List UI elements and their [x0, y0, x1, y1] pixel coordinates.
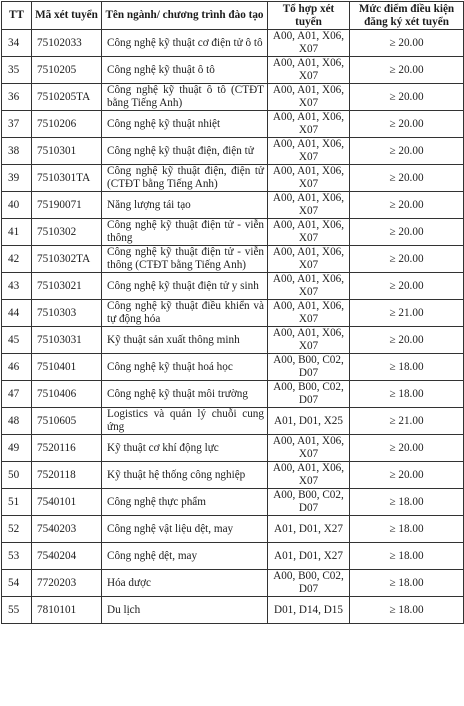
table-row — [2, 192, 464, 219]
cell-program-name: Công nghệ kỹ thuật nhiệt — [102, 111, 268, 138]
cell-score: ≥ 18.00 — [350, 381, 464, 408]
cell-score: ≥ 20.00 — [350, 30, 464, 57]
cell-program-name: Du lịch — [102, 597, 268, 624]
cell-tt: 44 — [2, 300, 32, 327]
table-row — [2, 165, 464, 192]
header-code: Mã xét tuyển — [32, 2, 102, 30]
header-tt: TT — [2, 2, 32, 30]
table-row — [2, 462, 464, 489]
cell-code: 7540101 — [32, 489, 102, 516]
cell-code: 7510205TA — [32, 84, 102, 111]
cell-tt: 46 — [2, 354, 32, 381]
cell-combination: A00, B00, C02, D07 — [268, 381, 350, 408]
table-row — [2, 84, 464, 111]
table-row — [2, 543, 464, 570]
cell-score: ≥ 20.00 — [350, 138, 464, 165]
cell-code: 7510302 — [32, 219, 102, 246]
cell-program-name: Công nghệ kỹ thuật điện tử y sinh — [102, 273, 268, 300]
table-row — [2, 300, 464, 327]
cell-combination: A00, B00, C02, D07 — [268, 570, 350, 597]
cell-combination: A00, B00, C02, D07 — [268, 489, 350, 516]
cell-combination: A00, A01, X06, X07 — [268, 84, 350, 111]
cell-combination: A01, D01, X27 — [268, 516, 350, 543]
table-body — [2, 30, 464, 624]
cell-combination: A00, A01, X06, X07 — [268, 246, 350, 273]
table-row — [2, 597, 464, 624]
cell-combination: A00, A01, X06, X07 — [268, 111, 350, 138]
cell-code: 7520116 — [32, 435, 102, 462]
cell-tt: 53 — [2, 543, 32, 570]
cell-program-name: Năng lượng tái tạo — [102, 192, 268, 219]
cell-code: 7510401 — [32, 354, 102, 381]
cell-program-name: Công nghệ dệt, may — [102, 543, 268, 570]
cell-code: 7520118 — [32, 462, 102, 489]
cell-code: 7510301 — [32, 138, 102, 165]
header-score: Mức điểm điều kiện đăng ký xét tuyển — [350, 2, 464, 30]
cell-tt: 39 — [2, 165, 32, 192]
cell-score: ≥ 20.00 — [350, 57, 464, 84]
cell-tt: 47 — [2, 381, 32, 408]
cell-combination: A00, A01, X06, X07 — [268, 192, 350, 219]
cell-tt: 54 — [2, 570, 32, 597]
cell-score: ≥ 20.00 — [350, 327, 464, 354]
cell-combination: A00, A01, X06, X07 — [268, 273, 350, 300]
cell-score: ≥ 18.00 — [350, 570, 464, 597]
cell-program-name: Công nghệ kỹ thuật điện, điện tử (CTĐT bằng Tiếng Anh) — [102, 165, 268, 192]
cell-tt: 36 — [2, 84, 32, 111]
table-row — [2, 57, 464, 84]
cell-tt: 45 — [2, 327, 32, 354]
cell-combination: D01, D14, D15 — [268, 597, 350, 624]
cell-tt: 43 — [2, 273, 32, 300]
cell-code: 7510205 — [32, 57, 102, 84]
admission-table — [1, 1, 464, 624]
cell-code: 75190071 — [32, 192, 102, 219]
cell-combination: A01, D01, X25 — [268, 408, 350, 435]
cell-tt: 41 — [2, 219, 32, 246]
cell-program-name: Kỹ thuật hệ thống công nghiệp — [102, 462, 268, 489]
cell-combination: A00, A01, X06, X07 — [268, 219, 350, 246]
cell-code: 7510302TA — [32, 246, 102, 273]
cell-combination: A01, D01, X27 — [268, 543, 350, 570]
cell-score: ≥ 18.00 — [350, 597, 464, 624]
cell-score: ≥ 20.00 — [350, 246, 464, 273]
table-row — [2, 246, 464, 273]
cell-program-name: Công nghệ kỹ thuật cơ điện tử ô tô — [102, 30, 268, 57]
cell-combination: A00, B00, C02, D07 — [268, 354, 350, 381]
cell-score: ≥ 20.00 — [350, 165, 464, 192]
cell-score: ≥ 21.00 — [350, 300, 464, 327]
cell-score: ≥ 20.00 — [350, 435, 464, 462]
cell-score: ≥ 18.00 — [350, 516, 464, 543]
cell-program-name: Công nghệ kỹ thuật ô tô — [102, 57, 268, 84]
cell-tt: 48 — [2, 408, 32, 435]
cell-combination: A00, A01, X06, X07 — [268, 462, 350, 489]
table-row — [2, 138, 464, 165]
cell-code: 7720203 — [32, 570, 102, 597]
cell-code: 75102033 — [32, 30, 102, 57]
cell-code: 7510301TA — [32, 165, 102, 192]
cell-combination: A00, A01, X06, X07 — [268, 327, 350, 354]
cell-program-name: Hóa dược — [102, 570, 268, 597]
cell-tt: 49 — [2, 435, 32, 462]
table-row — [2, 30, 464, 57]
cell-score: ≥ 20.00 — [350, 219, 464, 246]
cell-tt: 35 — [2, 57, 32, 84]
cell-code: 7540203 — [32, 516, 102, 543]
cell-code: 7510605 — [32, 408, 102, 435]
cell-program-name: Công nghệ kỹ thuật điều khiển và tự động hóa — [102, 300, 268, 327]
cell-tt: 52 — [2, 516, 32, 543]
cell-code: 7810101 — [32, 597, 102, 624]
cell-combination: A00, A01, X06, X07 — [268, 138, 350, 165]
cell-code: 7510406 — [32, 381, 102, 408]
cell-tt: 38 — [2, 138, 32, 165]
table-row — [2, 489, 464, 516]
cell-program-name: Công nghệ kỹ thuật điện tử - viễn thông — [102, 219, 268, 246]
cell-code: 7510303 — [32, 300, 102, 327]
cell-score: ≥ 20.00 — [350, 111, 464, 138]
cell-tt: 40 — [2, 192, 32, 219]
cell-code: 75103021 — [32, 273, 102, 300]
cell-tt: 34 — [2, 30, 32, 57]
cell-tt: 42 — [2, 246, 32, 273]
cell-combination: A00, A01, X06, X07 — [268, 30, 350, 57]
cell-score: ≥ 20.00 — [350, 84, 464, 111]
cell-program-name: Công nghệ kỹ thuật môi trường — [102, 381, 268, 408]
table-row — [2, 570, 464, 597]
header-combination: Tổ hợp xét tuyển — [268, 2, 350, 30]
cell-program-name: Kỹ thuật cơ khí động lực — [102, 435, 268, 462]
cell-program-name: Công nghệ kỹ thuật điện, điện tử — [102, 138, 268, 165]
cell-score: ≥ 20.00 — [350, 192, 464, 219]
cell-tt: 37 — [2, 111, 32, 138]
cell-program-name: Công nghệ kỹ thuật hoá học — [102, 354, 268, 381]
cell-tt: 50 — [2, 462, 32, 489]
table-row — [2, 435, 464, 462]
header-row — [2, 2, 464, 30]
cell-program-name: Logistics và quản lý chuỗi cung ứng — [102, 408, 268, 435]
cell-code: 75103031 — [32, 327, 102, 354]
table-row — [2, 219, 464, 246]
table-row — [2, 408, 464, 435]
cell-score: ≥ 18.00 — [350, 543, 464, 570]
cell-combination: A00, A01, X06, X07 — [268, 165, 350, 192]
cell-tt: 55 — [2, 597, 32, 624]
cell-score: ≥ 18.00 — [350, 354, 464, 381]
cell-combination: A00, A01, X06, X07 — [268, 300, 350, 327]
cell-code: 7510206 — [32, 111, 102, 138]
cell-program-name: Kỹ thuật sản xuất thông minh — [102, 327, 268, 354]
cell-combination: A00, A01, X06, X07 — [268, 57, 350, 84]
cell-program-name: Công nghệ thực phẩm — [102, 489, 268, 516]
table-row — [2, 354, 464, 381]
cell-score: ≥ 20.00 — [350, 462, 464, 489]
table-row — [2, 111, 464, 138]
cell-score: ≥ 20.00 — [350, 273, 464, 300]
cell-score: ≥ 21.00 — [350, 408, 464, 435]
cell-score: ≥ 18.00 — [350, 489, 464, 516]
table-row — [2, 516, 464, 543]
table-row — [2, 327, 464, 354]
table-row — [2, 273, 464, 300]
table-row — [2, 381, 464, 408]
cell-program-name: Công nghệ kỹ thuật điện tử - viễn thông (CTĐT bằng Tiếng Anh) — [102, 246, 268, 273]
cell-code: 7540204 — [32, 543, 102, 570]
cell-program-name: Công nghệ kỹ thuật ô tô (CTĐT bằng Tiếng Anh) — [102, 84, 268, 111]
cell-program-name: Công nghệ vật liệu dệt, may — [102, 516, 268, 543]
cell-tt: 51 — [2, 489, 32, 516]
header-name: Tên ngành/ chương trình đào tạo — [102, 2, 268, 30]
cell-combination: A00, A01, X06, X07 — [268, 435, 350, 462]
